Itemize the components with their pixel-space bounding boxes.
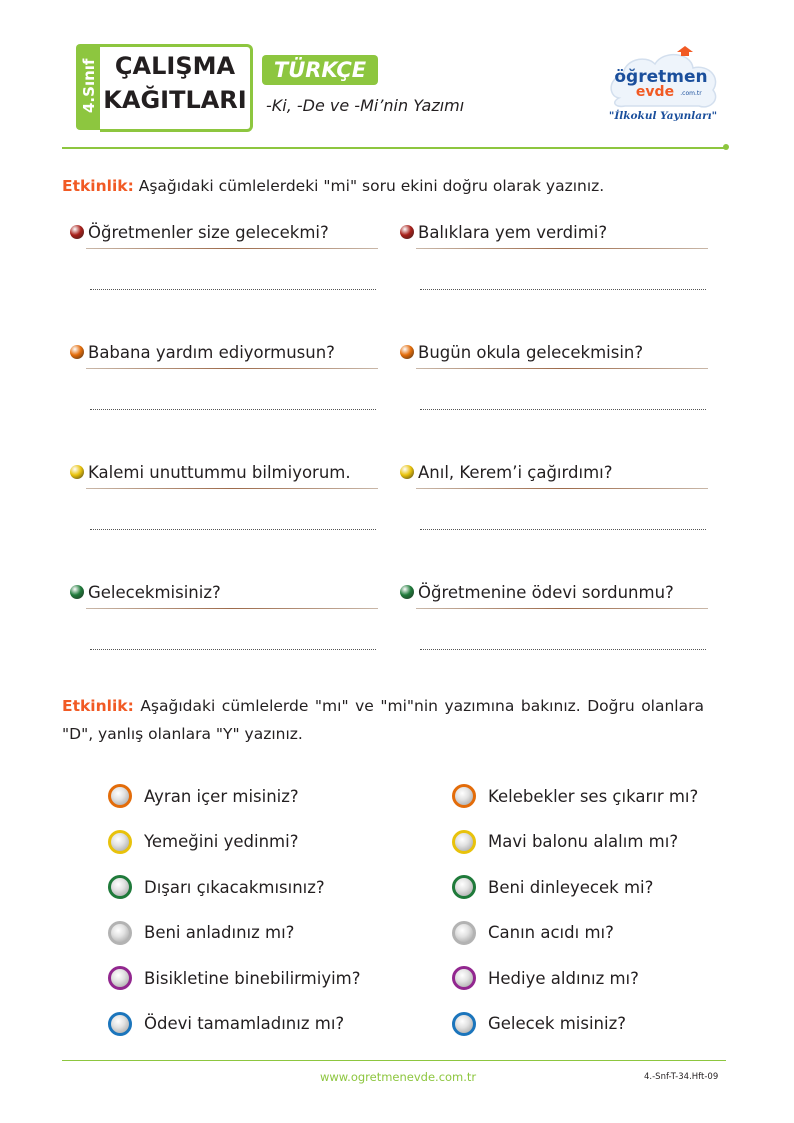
question-block [400, 340, 720, 364]
bullet-dot-icon [70, 225, 84, 239]
activity2-label: Etkinlik: [62, 697, 134, 715]
question-item [70, 460, 390, 484]
check-item-text: Dışarı çıkacakmısınız? [144, 877, 325, 897]
header-divider [62, 147, 726, 149]
bullet-dot-icon [70, 345, 84, 359]
check-item-text: Ödevi tamamladınız mı? [144, 1014, 345, 1033]
sentence-underline [86, 248, 378, 249]
answer-circle-icon[interactable] [452, 921, 476, 945]
title-line-2: KAĞITLARI [103, 86, 247, 114]
question-item [400, 340, 720, 364]
check-item [452, 1008, 626, 1040]
bullet-dot-icon [400, 585, 414, 599]
activity2-instruction [62, 692, 704, 748]
question-item [400, 220, 720, 244]
answer-line[interactable] [420, 288, 706, 290]
answer-circle-icon[interactable] [108, 830, 132, 854]
question-text: Öğretmenine ödevi sordunmu? [418, 582, 674, 602]
check-item-text: Gelecek misiniz? [488, 1014, 626, 1033]
activity2-text: Aşağıdaki cümlelerde "mı" ve "mi"nin yazımına bakınız. Doğru olanlara "D", yanlış olanlara "Y" yazınız. [62, 697, 704, 743]
answer-circle-icon[interactable] [452, 966, 476, 990]
answer-circle-icon[interactable] [108, 1012, 132, 1036]
answer-circle-icon[interactable] [452, 830, 476, 854]
check-item [108, 871, 325, 903]
check-item-text: Ayran içer misiniz? [144, 786, 299, 806]
sentence-underline [416, 248, 708, 249]
question-text: Babana yardım ediyormusun? [88, 342, 335, 362]
bullet-dot-icon [400, 225, 414, 239]
footer-code: 4.-Snf-T-34.Hft-09 [644, 1072, 719, 1082]
check-item [452, 826, 678, 858]
logo-text-top: öğretmen [614, 67, 708, 87]
answer-circle-icon[interactable] [452, 875, 476, 899]
question-block [400, 460, 720, 484]
answer-circle-icon[interactable] [108, 784, 132, 808]
check-item [452, 962, 639, 994]
check-item [452, 917, 614, 949]
bullet-dot-icon [400, 345, 414, 359]
sentence-underline [86, 488, 378, 489]
question-block [70, 220, 390, 244]
activity1-label: Etkinlik: [62, 177, 134, 195]
check-item-text: Bisikletine binebilirmiyim? [144, 968, 361, 988]
question-item [400, 580, 720, 604]
footer-divider [62, 1060, 726, 1061]
answer-circle-icon[interactable] [452, 784, 476, 808]
question-item [70, 580, 390, 604]
answer-line[interactable] [90, 288, 376, 290]
sentence-underline [416, 488, 708, 489]
answer-line[interactable] [420, 408, 706, 410]
check-item [108, 826, 298, 858]
activity1-instruction [62, 172, 732, 200]
sentence-underline [86, 368, 378, 369]
answer-line[interactable] [90, 408, 376, 410]
check-item-text: Canın acıdı mı? [488, 923, 614, 942]
answer-circle-icon[interactable] [108, 921, 132, 945]
bullet-dot-icon [70, 465, 84, 479]
answer-circle-icon[interactable] [108, 966, 132, 990]
check-item [108, 917, 294, 949]
check-item [452, 871, 653, 903]
answer-line[interactable] [90, 528, 376, 530]
sentence-underline [416, 368, 708, 369]
question-block [70, 460, 390, 484]
question-text: Öğretmenler size gelecekmi? [88, 222, 329, 242]
question-item [70, 340, 390, 364]
check-item [452, 780, 698, 812]
activity1-text: Aşağıdaki cümlelerdeki "mi" soru ekini doğru olarak yazınız. [138, 177, 605, 195]
question-text: Gelecekmisiniz? [88, 582, 221, 602]
check-item [108, 780, 299, 812]
sentence-underline [86, 608, 378, 609]
answer-circle-icon[interactable] [108, 875, 132, 899]
subject-badge: TÜRKÇE [262, 55, 378, 85]
answer-line[interactable] [420, 648, 706, 650]
question-item [70, 220, 390, 244]
question-block [70, 340, 390, 364]
logo-tagline: "İlkokul Yayınları" [608, 110, 718, 122]
check-item-text: Mavi balonu alalım mı? [488, 832, 679, 851]
logo-domain: .com.tr [680, 90, 702, 97]
check-item-text: Yemeğini yedinmi? [144, 832, 299, 851]
check-item-text: Beni anladınız mı? [144, 923, 295, 942]
answer-circle-icon[interactable] [452, 1012, 476, 1036]
check-item [108, 1008, 344, 1040]
logo-text-bottom: evde [635, 84, 675, 100]
sentence-underline [416, 608, 708, 609]
question-item [400, 460, 720, 484]
question-block [400, 220, 720, 244]
title-line-1: ÇALIŞMA [114, 52, 236, 80]
question-text: Balıklara yem verdimi? [418, 222, 608, 242]
bullet-dot-icon [70, 585, 84, 599]
question-text: Bugün okula gelecekmisin? [418, 342, 644, 362]
question-text: Anıl, Kerem’i çağırdımı? [418, 462, 613, 482]
check-item [108, 962, 361, 994]
page-subtitle: -Ki, -De ve -Mi’nin Yazımı [266, 96, 465, 115]
check-item-text: Kelebekler ses çıkarır mı? [488, 786, 699, 806]
question-text: Kalemi unuttummu bilmiyorum. [88, 462, 351, 482]
check-item-text: Hediye aldınız mı? [488, 968, 639, 988]
divider-end-dot [723, 144, 729, 150]
grade-label: 4.Sınıf [80, 58, 98, 113]
ogretmenevde-logo [605, 46, 723, 124]
footer-url[interactable]: www.ogretmenevde.com.tr [320, 1070, 477, 1084]
question-block [400, 580, 720, 604]
bullet-dot-icon [400, 465, 414, 479]
answer-line[interactable] [420, 528, 706, 530]
answer-line[interactable] [90, 648, 376, 650]
question-block [70, 580, 390, 604]
check-item-text: Beni dinleyecek mi? [488, 877, 654, 897]
